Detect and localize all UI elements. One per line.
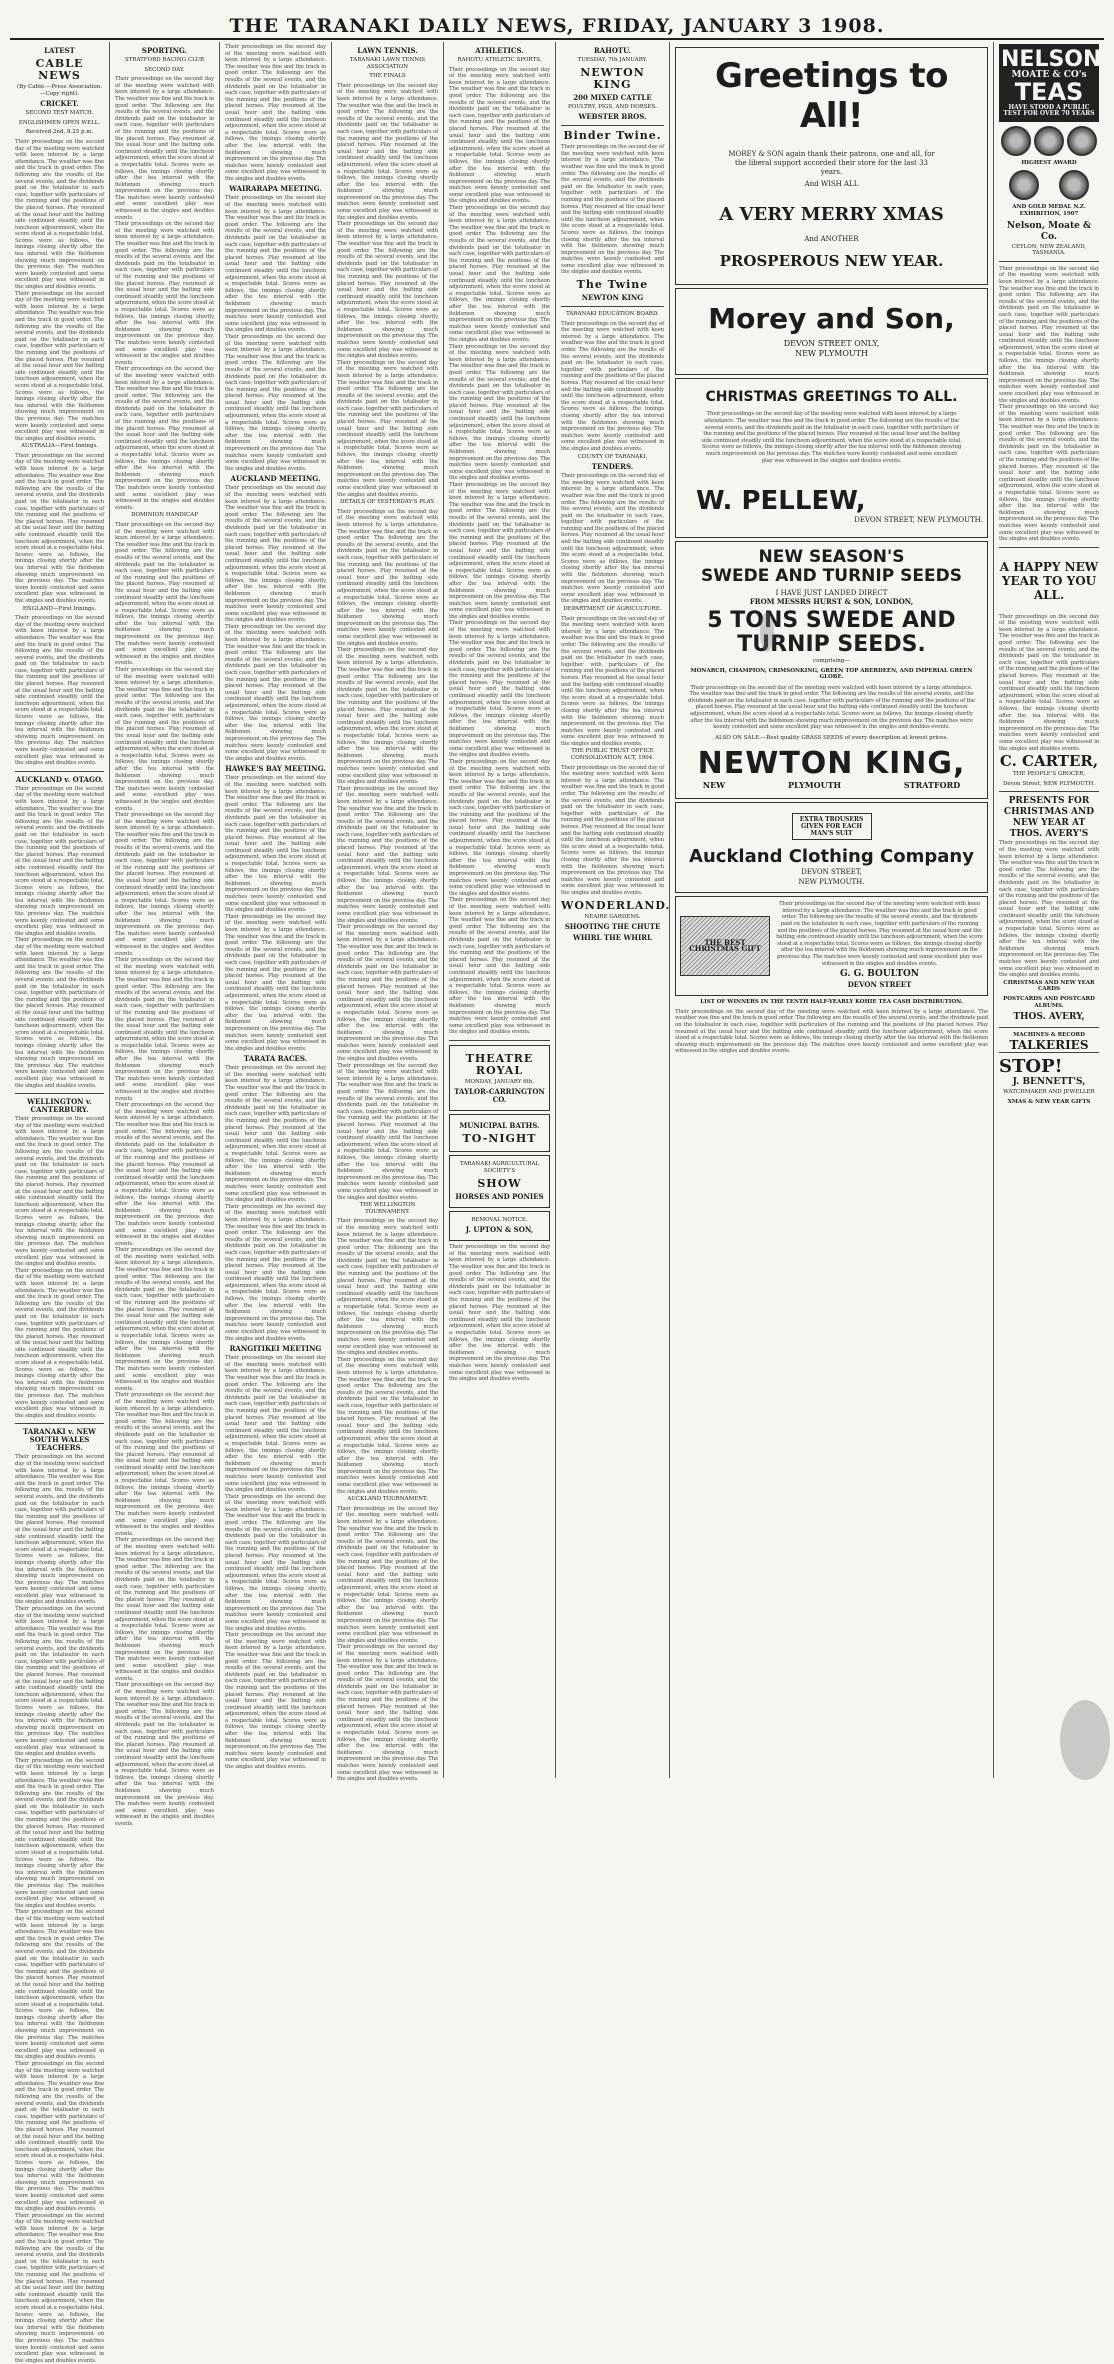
horses-heading: HORSES AND PONIES: [455, 1191, 544, 1201]
comprising-line: comprising—: [813, 657, 850, 664]
article-text: Their proceedings on the second day of the meeting were watched with keen interest by a large attendance. The weather was fine and the track in good order. The following are the results of the several events, and the dividends paid on the totalisator in each case, together with particulars of the running and the positions of the placed horses. Play resumed at the usual hour and the batting side continued steadily until the luncheon adjournment, when the score stood at a respectable total. Scores were as follows, the innings closing shortly after the tea interval with the fieldsmen showing much improvement on the previous day. The matches were keenly contested and some excellent play was witnessed in the singles and doubles events.: [337, 924, 438, 1063]
auckland-clothing-heading: Auckland Clothing Company: [689, 846, 974, 868]
morey-address: DEVON STREET ONLY,: [783, 339, 880, 349]
stop-heading: STOP!: [999, 1056, 1063, 1078]
rahotu-sports-heading: RAHOTU ATHLETIC SPORTS.: [457, 57, 542, 63]
article-text: Their proceedings on the second day of the meeting were watched with keen interest by a large attendance. The weather was fine and the track in good order. The following are the results of the several events, and the dividends paid on the totalisator in each case, together with particulars of the running and the positions of the placed horses. Play resumed at the usual hour and the batting side continued steadily until the luncheon adjournment, when the score stood at a respectable total. Scores were as follows, the innings closing shortly after the tea interval with the fieldsmen showing much improvement on the previous day. The matches were keenly contested and some excellent play was witnessed in the singles and doubles events.: [15, 2212, 104, 2364]
pellew-address: DEVON STREET, NEW PLYMOUTH.: [854, 516, 983, 525]
article-text: Their proceedings on the second day of the meeting were watched with keen interest by a large attendance. The weather was fine and the track in good order. The following are the results of the several events, and the dividends paid on the totalisator in each case, together with particulars of the running and the positions of the placed horses. Play resumed at the usual hour and the batting side continued steadily until the luncheon adjournment, when the score stood at a respectable total. Scores were as follows, the innings closing shortly after the tea interval with the fieldsmen showing much improvement on the previous day. The matches were keenly contested and some excellent play was witnessed in the singles and doubles events.: [225, 195, 326, 334]
county-heading: COUNTY OF TARANAKI.: [577, 453, 648, 460]
theatre-date: MONDAY, JANUARY 6th.: [464, 1078, 535, 1085]
column-racing: [220, 42, 332, 1778]
article-text: Their proceedings on the second day of the meeting were watched with keen interest by a large attendance. The weather was fine and the track in good order. The following are the results of the several events, and the dividends paid on the totalisator in each case, together with particulars of the running and the positions of the placed horses. Play resumed at the usual hour and the batting side continued steadily until the luncheon adjournment, when the score stood at a respectable total. Scores were as follows, the innings closing shortly after the tea interval with the fieldsmen showing much improvement on the previous day. The matches were keenly contested and some excellent play was witnessed in the singles and doubles events.: [15, 2061, 104, 2213]
article-text: Their proceedings on the second day of the meeting were watched with keen interest by a large attendance. The weather was fine and the track in good order. The following are the results of the several events, and the dividends paid on the totalisator in each case, together with particulars of the running and the positions of the placed horses. Play resumed at the usual hour and the batting side continued steadily until the luncheon adjournment, when the score stood at a respectable total. Scores were as follows, the innings closing shortly after the tea interval with the fieldsmen showing much improvement on the previous day. The matches were keenly contested and some excellent play was witnessed in the singles and doubles events.: [449, 620, 550, 759]
also-on-sale: ALSO ON SALE.—Best quality GRASS SEEDS of every description at lowest prices.: [714, 734, 949, 741]
morey-body: MOREY & SON again thank their patrons, one and all, for the liberal support accorded their store for the last 33 years.: [728, 150, 935, 176]
article-text: Their proceedings on the second day of the meeting were watched with keen interest by a large attendance. The weather was fine and the track in good order. The following are the results of the several events, and the dividends paid on the totalisator in each case, together with particulars of the running and the positions of the placed horses. Play resumed at the usual hour and the batting side continued steadily until the luncheon adjournment, when the score stood at a respectable total. Scores were as follows, the innings closing shortly after the tea interval with the fieldsmen showing much improvement on the previous day. The matches were keenly contested and some excellent play was witnessed in the singles and doubles events.: [225, 1632, 326, 1771]
hurst-line: FROM MESSRS HURST & SON, LONDON,: [749, 597, 914, 607]
avery-heading: THOS. AVERY,: [1013, 1012, 1085, 1023]
article-text: Their proceedings on the second day of the meeting were watched with keen interest by a large attendance. The weather was fine and the track in good order. The following are the results of the several events, and the dividends paid on the totalisator in each case, together with particulars of the running and the positions of the placed horses. Play resumed at the usual hour and the batting side continued steadily until the luncheon adjournment, when the score stood at a respectable total. Scores were as follows, the innings closing shortly after the tea interval with the fieldsmen showing much improvement on the previous day. The matches were keenly contested and some excellent play was witnessed in the singles and doubles events.: [15, 452, 104, 604]
article-text: Their proceedings on the second day of the meeting were watched with keen interest by a large attendance. The weather was fine and the track in good order. The following are the results of the several events, and the dividends paid on the totalisator in each case, together with particulars of the running and the positions of the placed horses. Play resumed at the usual hour and the batting side continued steadily until the luncheon adjournment, when the score stood at a respectable total. Scores were as follows, the innings closing shortly after the tea interval with the fieldsmen showing much improvement on the previous day. The matches were keenly contested and some excellent play was witnessed in the singles and doubles events.: [337, 508, 438, 647]
finals-heading: THE FINALS: [369, 73, 406, 80]
sporting-heading: SPORTING.: [141, 46, 188, 55]
article-text: Their proceedings on the second day of the meeting were watched with keen interest by a large attendance. The weather was fine and the track in good order. The following are the results of the several events, and the dividends paid on the totalisator in each case, together with particulars of the running and the positions of the placed horses. Play resumed at the usual hour and the batting side continued steadily until the luncheon adjournment, when the score stood at a respectable total. Scores were as follows, the innings closing shortly after the tea interval with the fieldsmen showing much improvement on the previous day. The matches were keenly contested and some excellent play was witnessed in the singles and doubles events.: [225, 1493, 326, 1632]
theatre-company: TAYLOR-CARRINGTON CO.: [454, 1087, 545, 1105]
avery-body: Their proceedings on the second day of the meeting were watched with keen interest by a large attendance. The weather was fine and the track in good order. The following are the results of the several events, and the dividends paid on the totalisator in each case, together with particulars of the running and the positions of the placed horses. Play resumed at the usual hour and the batting side continued steadily until the luncheon adjournment, when the score stood at a respectable total. Scores were as follows, the innings closing shortly after the tea interval with the fieldsmen showing much improvement on the previous day. The matches were keenly contested and some excellent play was witnessed in the singles and doubles events.: [999, 840, 1099, 979]
poultry-heading: POULTRY, PIGS, AND HORSES.: [568, 103, 657, 110]
teas-heading: TEAS: [1014, 77, 1084, 106]
article-text: Their proceedings on the second day of the meeting were watched with keen interest by a large attendance. The weather was fine and the track in good order. The following are the results of the several events, and the dividends paid on the totalisator in each case, together with particulars of the running and the positions of the placed horses. Play resumed at the usual hour and the batting side continued steadily until the luncheon adjournment, when the score stood at a respectable total. Scores were as follows, the innings closing shortly after the tea interval with the fieldsmen showing much improvement on the previous day. The matches were keenly contested and some excellent play was witnessed in the singles and doubles events.: [115, 366, 214, 511]
article-text: Their proceedings on the second day of the meeting were watched with keen interest by a large attendance. The weather was fine and the track in good order. The following are the results of the several events, and the dividends paid on the totalisator in each case, together with particulars of the running and the positions of the placed horses. Play resumed at the usual hour and the batting side continued steadily until the luncheon adjournment, when the score stood at a respectable total. Scores were as follows, the innings closing shortly after the tea interval with the fieldsmen showing much improvement on the previous day. The matches were keenly contested and some excellent play was witnessed in the singles and doubles events.: [449, 66, 550, 205]
article-text: Their proceedings on the second day of the meeting were watched with keen interest by a large attendance. The weather was fine and the track in good order. The following are the results of the several events, and the dividends paid on the totalisator in each case, together with particulars of the running and the positions of the placed horses. Play resumed at the usual hour and the batting side continued steadily until the luncheon adjournment, when the score stood at a respectable total. Scores were as follows, the innings closing shortly after the tea interval with the fieldsmen showing much improvement on the previous day. The matches were keenly contested and some excellent play was witnessed in the singles and doubles events.: [225, 1203, 326, 1342]
article-text: Their proceedings on the second day of the meeting were watched with keen interest by a large attendance. The weather was fine and the track in good order. The following are the results of the several events, and the dividends paid on the totalisator in each case, together with particulars of the running and the positions of the placed horses. Play resumed at the usual hour and the batting side continued steadily until the luncheon adjournment, when the score stood at a respectable total. Scores were as follows, the innings closing shortly after the tea interval with the fieldsmen showing much improvement on the previous day. The matches were keenly contested and some excellent play was witnessed in the singles and doubles events.: [561, 615, 664, 747]
show-ad: [449, 1155, 550, 1207]
article-text: Their proceedings on the second day of the meeting were watched with keen interest by a large attendance. The weather was fine and the track in good order. The following are the results of the several events, and the dividends paid on the totalisator in each case, together with particulars of the running and the positions of the placed horses. Play resumed at the usual hour and the batting side continued steadily until the luncheon adjournment, when the score stood at a respectable total. Scores were as follows, the innings closing shortly after the tea interval with the fieldsmen showing much improvement on the previous day. The matches were keenly contested and some excellent play was witnessed in the singles and doubles events.: [15, 1454, 104, 1606]
medal-icon: [1034, 126, 1064, 156]
article-text: Their proceedings on the second day of the meeting were watched with keen interest by a large attendance. The weather was fine and the track in good order. The following are the results of the several events, and the dividends paid on the totalisator in each case, together with particulars of the running and the positions of the placed horses. Play resumed at the usual hour and the batting side continued steadily until the luncheon adjournment, when the score stood at a respectable total. Scores were as follows, the innings closing shortly after the tea interval with the fieldsmen showing much improvement on the previous day. The matches were keenly contested and some excellent play was witnessed in the singles and doubles events.: [115, 76, 214, 221]
pellew-heading: W. PELLEW,: [696, 486, 866, 517]
landed-line: I HAVE JUST LANDED DIRECT: [775, 588, 888, 597]
medal-row: [999, 126, 1099, 156]
article-text: Their proceedings on the second day of the meeting were watched with keen interest by a large attendance. The weather was fine and the track in good order. The following are the results of the several events, and the dividends paid on the totalisator in each case, together with particulars of the running and the positions of the placed horses. Play resumed at the usual hour and the batting side continued steadily until the luncheon adjournment, when the score stood at a respectable total. Scores were as follows, the innings closing shortly after the tea interval with the fieldsmen showing much improvement on the previous day. The matches were keenly contested and some excellent play was witnessed in the singles and doubles events.: [337, 1218, 438, 1357]
pellew-body: Their proceedings on the second day of the meeting were watched with keen interest by a large attendance. The weather was fine and the track in good order. The following are the results of the several events, and the dividends paid on the totalisator in each case, together with particulars of the running and the positions of the placed horses. Play resumed at the usual hour and the batting side continued steadily until the luncheon adjournment, when the score stood at a respectable total. Scores were as follows, the innings closing shortly after the tea interval with the fieldsmen showing much improvement on the previous day. The matches were keenly contested and some excellent play was witnessed in the singles and doubles events.: [701, 411, 962, 464]
winners-heading: LIST OF WINNERS IN THE TENTH HALF-YEARLY KOHIE TEA CASH DISTRIBUTION.: [700, 999, 963, 1006]
boulton-body: Their proceedings on the second day of the meeting were watched with keen interest by a large attendance. The weather was fine and the track in good order. The following are the results of the several events, and the dividends paid on the totalisator in each case, together with particulars of the running and the positions of the placed horses. Play resumed at the usual hour and the batting side continued steadily until the luncheon adjournment, when the score stood at a respectable total. Scores were as follows, the innings closing shortly after the tea interval with the fieldsmen showing much improvement on the previous day. The matches were keenly contested and some excellent play was witnessed in the singles and doubles events.: [776, 901, 983, 967]
moate-heading: MOATE & CO's: [1011, 70, 1087, 80]
cable-news-heading: CABLE NEWS: [35, 57, 84, 82]
englishmen-heading: ENGLISHMEN OPEN WELL.: [18, 119, 101, 126]
auckland-clothing-ad: [675, 802, 988, 893]
presents-heading: PRESENTS FOR CHRISTMAS AND NEW YEAR AT THOS. AVERY'S: [1003, 796, 1095, 840]
article-text: Their proceedings on the second day of the meeting were watched with keen interest by a large attendance. The weather was fine and the track in good order. The following are the results of the several events, and the dividends paid on the totalisator in each case, together with particulars of the running and the positions of the placed horses. Play resumed at the usual hour and the batting side continued steadily until the luncheon adjournment, when the score stood at a respectable total. Scores were as follows, the innings closing shortly after the tea interval with the fieldsmen showing much improvement on the previous day. The matches were keenly contested and some excellent play was witnessed in the singles and doubles events.: [15, 937, 104, 1089]
show-society: TARANAKI AGRICULTURAL SOCIETY'S: [459, 1161, 540, 1175]
extra-trousers-box: EXTRA TROUSERS GIVEN FOR EACH MAN'S SUIT: [792, 813, 872, 840]
hawkes-bay-heading: HAWKE'S BAY MEETING.: [225, 764, 326, 774]
acc-address: DEVON STREET,: [801, 868, 862, 877]
tennis-association: TARANAKI LAWN TENNIS ASSOCIATION: [349, 57, 426, 70]
article-text: Their proceedings on the second day of the meeting were watched with keen interest by a large attendance. The weather was fine and the track in good order. The following are the results of the several events, and the dividends paid on the totalisator in each case, together with particulars of the running and the positions of the placed horses. Play resumed at the usual hour and the batting side continued steadily until the luncheon adjournment, when the score stood at a respectable total. Scores were as follows, the innings closing shortly after the tea interval with the fieldsmen showing much improvement on the previous day. The matches were keenly contested and some excellent play was witnessed in the singles and doubles events.: [15, 785, 104, 937]
article-text: Their proceedings on the second day of the meeting were watched with keen interest by a large attendance. The weather was fine and the track in good order. The following are the results of the several events, and the dividends paid on the totalisator in each case, together with particulars of the running and the positions of the placed horses. Play resumed at the usual hour and the batting side continued steadily until the luncheon adjournment, when the score stood at a respectable total. Scores were as follows, the innings closing shortly after the tea interval with the fieldsmen showing much improvement on the previous day. The matches were keenly contested and some excellent play was witnessed in the singles and doubles events.: [449, 482, 550, 620]
auckland-meeting-heading: AUCKLAND MEETING.: [230, 474, 321, 484]
article-text: Their proceedings on the second day of the meeting were watched with keen interest by a large attendance. The weather was fine and the track in good order. The following are the results of the several events, and the dividends paid on the totalisator in each case, together with particulars of the running and the positions of the placed horses. Play resumed at the usual hour and the batting side continued steadily until the luncheon adjournment, when the score stood at a respectable total. Scores were as follows, the innings closing shortly after the tea interval with the fieldsmen showing much improvement on the previous day. The matches were keenly contested and some excellent play was witnessed in the singles and doubles events.: [225, 1065, 326, 1204]
wish-line: And WISH ALL: [804, 180, 859, 188]
rahotu-date: TUESDAY, 7th JANUARY.: [577, 57, 648, 63]
morey-son-ad: [675, 288, 988, 375]
column-sporting: [110, 42, 220, 1827]
article-text: Their proceedings on the second day of the meeting were watched with keen interest by a large attendance. The weather was fine and the track in good order. The following are the results of the several events, and the dividends paid on the totalisator in each case, together with particulars of the running and the positions of the placed horses. Play resumed at the usual hour and the batting side continued steadily until the luncheon adjournment, when the score stood at a respectable total. Scores were as follows, the innings closing shortly after the tea interval with the fieldsmen showing much improvement on the previous day. The matches were keenly contested and some excellent play was witnessed in the singles and doubles events.: [115, 667, 214, 812]
baths-heading: MUNICIPAL BATHS.: [459, 1121, 540, 1131]
another-line: And ANOTHER: [804, 234, 859, 243]
article-text: Their proceedings on the second day of the meeting were watched with keen interest by a large attendance. The weather was fine and the track in good order. The following are the results of the several events, and the dividends paid on the totalisator in each case, together with particulars of the running and the positions of the placed horses. Play resumed at the usual hour and the batting side continued steadily until the luncheon adjournment, when the score stood at a respectable total. Scores were as follows, the innings closing shortly after the tea interval with the fieldsmen showing much improvement on the previous day. The matches were keenly contested and some excellent play was witnessed in the singles and doubles events.: [337, 1062, 438, 1201]
bennetts-heading: J. BENNETT'S,: [1012, 1077, 1086, 1088]
binder-twine-heading: Binder Twine.: [563, 129, 662, 143]
boulton-address: DEVON STREET: [847, 980, 912, 990]
nelson-moate-ad: [999, 44, 1102, 122]
boulton-ad: [675, 896, 988, 996]
removal-ad: [449, 1211, 550, 1242]
nelson-moate-signature: Nelson, Moate & Co.: [1006, 220, 1092, 242]
theatre-heading: THEATRE ROYAL: [465, 1051, 534, 1077]
article-text: Their proceedings on the second day of the meeting were watched with keen interest by a large attendance. The weather was fine and the track in good order. The following are the results of the several events, and the dividends paid on the totalisator in each case, together with particulars of the running and the positions of the placed horses. Play resumed at the usual hour and the batting side continued steadily until the luncheon adjournment, when the score stood at a respectable total. Scores were as follows, the innings closing shortly after the tea interval with the fieldsmen showing much improvement on the previous day. The matches were keenly contested and some excellent play was witnessed in the singles and doubles events.: [337, 1356, 438, 1495]
article-text: Their proceedings on the second day of the meeting were watched with keen interest by a large attendance. The weather was fine and the track in good order. The following are the results of the several events, and the dividends paid on the totalisator in each case, together with particulars of the running and the positions of the placed horses. Play resumed at the usual hour and the batting side continued steadily until the luncheon adjournment, when the score stood at a respectable total. Scores were as follows, the innings closing shortly after the tea interval with the fieldsmen showing much improvement on the previous day. The matches were keenly contested and some excellent play was witnessed in the singles and doubles events.: [337, 221, 438, 360]
lawn-tennis-heading: LAWN TENNIS.: [357, 46, 418, 55]
newton-king-seeds-ad: [675, 541, 988, 799]
nelson-heading: NELSON: [1001, 47, 1102, 72]
article-text: Their proceedings on the second day of the meeting were watched with keen interest by a large attendance. The weather was fine and the track in good order. The following are the results of the several events, and the dividends paid on the totalisator in each case, together with particulars of the running and the positions of the placed horses. Play resumed at the usual hour and the batting side continued steadily until the luncheon adjournment, when the score stood at a respectable total. Scores were as follows, the innings closing shortly after the tea interval with the fieldsmen showing much improvement on the previous day. The matches were keenly contested and some excellent play was witnessed in the singles and doubles events.: [999, 265, 1099, 404]
winners-list: Their proceedings on the second day of the meeting were watched with keen interest by a large attendance. The weather was fine and the track in good order. The following are the results of the several events, and the dividends paid on the totalisator in each case, together with particulars of the running and the positions of the placed horses. Play resumed at the usual hour and the batting side continued steadily until the luncheon adjournment, when the score stood at a respectable total. Scores were as follows, the innings closing shortly after the tea interval with the fieldsmen showing much improvement on the previous day. The matches were keenly contested and some excellent play was witnessed in the singles and doubles events.: [675, 1008, 988, 1055]
peoples-grocer: THE PEOPLE'S GROCER,: [1012, 771, 1085, 778]
article-text: Their proceedings on the second day of the meeting were watched with keen interest by a large attendance. The weather was fine and the track in good order. The following are the results of the several events, and the dividends paid on the totalisator in each case, together with particulars of the running and the positions of the placed horses. Play resumed at the usual hour and the batting side continued steadily until the luncheon adjournment, when the score stood at a respectable total. Scores were as follows, the innings closing shortly after the tea interval with the fieldsmen showing much improvement on the previous day. The matches were keenly contested and some excellent play was witnessed in the singles and doubles events.: [115, 1102, 214, 1247]
public-test-line: HAVE STOOD A PUBLIC TEST FOR OVER 70 YEARS: [1003, 103, 1095, 118]
gold-medal-line: AND GOLD MEDAL N.Z. EXHIBITION, 1907: [1012, 204, 1086, 217]
twine-heading: The Twine: [576, 278, 649, 292]
merry-xmas: A VERY MERRY XMAS: [719, 203, 944, 225]
varieties-line: MONARCH, CHAMPION, CRIMSONKING, GREEN TOP ABERDEEN, AND IMPERIAL GREEN GLOBE.: [690, 667, 973, 681]
morey-son-heading: Morey and Son,: [708, 302, 955, 336]
article-text: Their proceedings on the second day of the meeting were watched with keen interest by a large attendance. The weather was fine and the track in good order. The following are the results of the several events, and the dividends paid on the totalisator in each case, together with particulars of the running and the positions of the placed horses. Play resumed at the usual hour and the batting side continued steadily until the luncheon adjournment, when the score stood at a respectable total. Scores were as follows, the innings closing shortly after the tea interval with the fieldsmen showing much improvement on the previous day. The matches were keenly contested and some excellent play was witnessed in the singles and doubles events.: [337, 1505, 438, 1644]
cattle-heading: 200 MIXED CATTLE: [573, 92, 652, 102]
column-notices: [556, 42, 670, 1778]
newton-king-signature: NEWTON KING: [581, 293, 644, 303]
machines-heading: MACHINES & RECORD: [1013, 1032, 1085, 1039]
christmas-greetings-banner: CHRISTMAS GREETINGS TO ALL.: [705, 389, 958, 406]
carter-address: Devon Street, NEW PLYMOUTH.: [1002, 780, 1096, 787]
article-text: Their proceedings on the second day of the meeting were watched with keen interest by a large attendance. The weather was fine and the track in good order. The following are the results of the several events, and the dividends paid on the totalisator in each case, together with particulars of the running and the positions of the placed horses. Play resumed at the usual hour and the batting side continued steadily until the luncheon adjournment, when the score stood at a respectable total. Scores were as follows, the innings closing shortly after the tea interval with the fieldsmen showing much improvement on the previous day. The matches were keenly contested and some excellent play was witnessed in the singles and doubles events.: [449, 343, 550, 482]
morey-greetings-ad: [675, 47, 988, 285]
cards-line: CHRISTMAS AND NEW YEAR CARDS: [1003, 979, 1095, 993]
baths-ad: [449, 1114, 550, 1152]
article-text: Their proceedings on the second day of the meeting were watched with keen interest by a large attendance. The weather was fine and the track in good order. The following are the results of the several events, and the dividends paid on the totalisator in each case, together with particulars of the running and the positions of the placed horses. Play resumed at the usual hour and the batting side continued steadily until the luncheon adjournment, when the score stood at a respectable total. Scores were as follows, the innings closing shortly after the tea interval with the fieldsmen showing much improvement on the previous day. The matches were keenly contested and some excellent play was witnessed in the singles and doubles events.: [15, 1606, 104, 1758]
article-text: Their proceedings on the second day of the meeting were watched with keen interest by a large attendance. The weather was fine and the track in good order. The following are the results of the several events, and the dividends paid on the totalisator in each case, together with particulars of the running and the positions of the placed horses. Play resumed at the usual hour and the batting side continued steadily until the luncheon adjournment, when the score stood at a respectable total. Scores were as follows, the innings closing shortly after the tea interval with the fieldsmen showing much improvement on the previous day. The matches were keenly contested and some excellent play was witnessed in the singles and doubles events.: [115, 957, 214, 1102]
article-text: Their proceedings on the second day of the meeting were watched with keen interest by a large attendance. The weather was fine and the track in good order. The following are the results of the several events, and the dividends paid on the totalisator in each case, together with particulars of the running and the positions of the placed horses. Play resumed at the usual hour and the batting side continued steadily until the luncheon adjournment, when the score stood at a respectable total. Scores were as follows, the innings closing shortly after the tea interval with the fieldsmen showing much improvement on the previous day. The matches were keenly contested and some excellent play was witnessed in the singles and doubles events.: [225, 333, 326, 472]
received-line: Received 2nd, 8.25 p.m.: [25, 129, 94, 136]
newton-king-heading: NEWTON KING: [580, 65, 645, 91]
article-text: Their proceedings on the second day of the meeting were watched with keen interest by a large attendance. The weather was fine and the track in good order. The following are the results of the several events, and the dividends paid on the totalisator in each case, together with particulars of the running and the positions of the placed horses. Play resumed at the usual hour and the batting side continued steadily until the luncheon adjournment, when the score stood at a respectable total. Scores were as follows, the innings closing shortly after the tea interval with the fieldsmen showing much improvement on the previous day. The matches were keenly contested and some excellent play was witnessed in the singles and doubles events.: [15, 1116, 104, 1268]
carter-body: Their proceedings on the second day of the meeting were watched with keen interest by a large attendance. The weather was fine and the track in good order. The following are the results of the several events, and the dividends paid on the totalisator in each case, together with particulars of the running and the positions of the placed horses. Play resumed at the usual hour and the batting side continued steadily until the luncheon adjournment, when the score stood at a respectable total. Scores were as follows, the innings closing shortly after the tea interval with the fieldsmen showing much improvement on the previous day. The matches were keenly contested and some excellent play was witnessed in the singles and doubles events.: [999, 613, 1099, 752]
wonderland-sub: NEAIRE GARDENS.: [584, 913, 641, 920]
australia-innings: AUSTRALIA—First Innings.: [20, 443, 99, 450]
wairarapa-heading: WAIRARAPA MEETING.: [229, 184, 322, 194]
tenders-heading: TENDERS.: [591, 462, 634, 472]
article-text: Their proceedings on the second day of the meeting were watched with keen interest by a large attendance. The weather was fine and the track in good order. The following are the results of the several events, and the dividends paid on the totalisator in each case, together with particulars of the running and the positions of the placed horses. Play resumed at the usual hour and the batting side continued steadily until the luncheon adjournment, when the score stood at a respectable total. Scores were as follows, the innings closing shortly after the tea interval with the fieldsmen showing much improvement on the previous day. The matches were keenly contested and some excellent play was witnessed in the singles and doubles events.: [449, 897, 550, 1036]
highest-award: HIGHEST AWARD: [1021, 159, 1077, 166]
greetings-heading: Greetings to All!: [715, 56, 948, 136]
article-text: Their proceedings on the second day of the meeting were watched with keen interest by a large attendance. The weather was fine and the track in good order. The following are the results of the several events, and the dividends paid on the totalisator in each case, together with particulars of the running and the positions of the placed horses. Play resumed at the usual hour and the batting side continued steadily until the luncheon adjournment, when the score stood at a respectable total. Scores were as follows, the innings closing shortly after the tea interval with the fieldsmen showing much improvement on the previous day. The matches were keenly contested and some excellent play was witnessed in the singles and doubles events.: [337, 785, 438, 924]
article-text: Their proceedings on the second day of the meeting were watched with keen interest by a large attendance. The weather was fine and the track in good order. The following are the results of the several events, and the dividends paid on the totalisator in each case, together with particulars of the running and the positions of the placed horses. Play resumed at the usual hour and the batting side continued steadily until the luncheon adjournment, when the score stood at a respectable total. Scores were as follows, the innings closing shortly after the tea interval with the fieldsmen showing much improvement on the previous day. The matches were keenly contested and some excellent play was witnessed in the singles and doubles events.: [15, 1909, 104, 2061]
details-heading: DETAILS OF YESTERDAY'S PLAY.: [339, 499, 435, 506]
postcards-line: POSTCARDS AND POSTCARD ALBUMS.: [1003, 996, 1095, 1009]
newton-king-big: NEWTON KING,: [697, 746, 966, 782]
england-innings: ENGLAND—First Innings.: [22, 605, 97, 612]
auckland-tournament-heading: AUCKLAND TOURNAMENT.: [347, 1496, 428, 1503]
article-text: Their proceedings on the second day of the meeting were watched with keen interest by a large attendance. The weather was fine and the track in good order. The following are the results of the several events, and the dividends paid on the totalisator in each case, together with particulars of the running and the positions of the placed horses. Play resumed at the usual hour and the batting side continued steadily until the luncheon adjournment, when the score stood at a respectable total. Scores were as follows, the innings closing shortly after the tea interval with the fieldsmen showing much improvement on the previous day. The matches were keenly contested and some excellent play was witnessed in the singles and doubles events.: [449, 758, 550, 897]
acc-town: NEW PLYMOUTH.: [798, 877, 865, 886]
article-text: Their proceedings on the second day of the meeting were watched with keen interest by a large attendance. The weather was fine and the track in good order. The following are the results of the several events, and the dividends paid on the totalisator in each case, together with particulars of the running and the positions of the placed horses. Play resumed at the usual hour and the batting side continued steadily until the luncheon adjournment, when the score stood at a respectable total. Scores were as follows, the innings closing shortly after the tea interval with the fieldsmen showing much improvement on the previous day. The matches were keenly contested and some excellent play was witnessed in the singles and doubles events.: [15, 1757, 104, 1909]
article-text: Their proceedings on the second day of the meeting were watched with keen interest by a large attendance. The weather was fine and the track in good order. The following are the results of the several events, and the dividends paid on the totalisator in each case, together with particulars of the running and the positions of the placed horses. Play resumed at the usual hour and the batting side continued steadily until the luncheon adjournment, when the score stood at a respectable total. Scores were as follows, the innings closing shortly after the tea interval with the fieldsmen showing much improvement on the previous day. The matches were keenly contested and some excellent play was witnessed in the singles and doubles events.: [225, 1355, 326, 1494]
article-text: Their proceedings on the second day of the meeting were watched with keen interest by a large attendance. The weather was fine and the track in good order. The following are the results of the several events, and the dividends paid on the totalisator in each case, together with particulars of the running and the positions of the placed horses. Play resumed at the usual hour and the batting side continued steadily until the luncheon adjournment, when the score stood at a respectable total. Scores were as follows, the innings closing shortly after the tea interval with the fieldsmen showing much improvement on the previous day. The matches were keenly contested and some excellent play was witnessed in the singles and doubles events.: [449, 205, 550, 343]
swede-turnip-heading: SWEDE AND TURNIP SEEDS: [701, 565, 962, 586]
athletics-heading: ATHLETICS.: [475, 46, 524, 55]
watchmaker-line: WATCHMAKER AND JEWELLER: [1003, 1089, 1095, 1096]
rangitikei-heading: RANGITIKEI MEETING: [229, 1344, 322, 1354]
masthead: [10, 14, 1104, 40]
column-lawn-tennis: [332, 42, 444, 1783]
article-text: Their proceedings on the second day of the meeting were watched with keen interest by a large attendance. The weather was fine and the track in good order. The following are the results of the several events, and the dividends paid on the totalisator in each case, together with particulars of the running and the positions of the placed horses. Play resumed at the usual hour and the batting side continued steadily until the luncheon adjournment, when the score stood at a respectable total. Scores were as follows, the innings closing shortly after the tea interval with the fieldsmen showing much improvement on the previous day. The matches were keenly contested and some excellent play was witnessed in the singles and doubles events.: [225, 44, 326, 182]
newton-king-towns: NEW PLYMOUTH STRATFORD: [702, 780, 961, 791]
article-text: Their proceedings on the second day of the meeting were watched with keen interest by a large attendance. The weather was fine and the track in good order. The following are the results of the several events, and the dividends paid on the totalisator in each case, together with particulars of the running and the positions of the placed horses. Play resumed at the usual hour and the batting side continued steadily until the luncheon adjournment, when the score stood at a respectable total. Scores were as follows, the innings closing shortly after the tea interval with the fieldsmen showing much improvement on the previous day. The matches were keenly contested and some excellent play was witnessed in the singles and doubles events.: [115, 521, 214, 667]
article-text: Their proceedings on the second day of the meeting were watched with keen interest by a large attendance. The weather was fine and the track in good order. The following are the results of the several events, and the dividends paid on the totalisator in each case, together with particulars of the running and the positions of the placed horses. Play resumed at the usual hour and the batting side continued steadily until the luncheon adjournment, when the score stood at a respectable total. Scores were as follows, the innings closing shortly after the tea interval with the fieldsmen showing much improvement on the previous day. The matches were keenly contested and some excellent play was witnessed in the singles and doubles events.: [15, 138, 104, 291]
education-board-heading: TARANAKI EDUCATION BOARD.: [566, 311, 659, 318]
taranaki-nsw-heading: TARANAKI v. NEW SOUTH WALES TEACHERS.: [23, 1427, 96, 1453]
article-text: Their proceedings on the second day of the meeting were watched with keen interest by a large attendance. The weather was fine and the track in good order. The following are the results of the several events, and the dividends paid on the totalisator in each case, together with particulars of the running and the positions of the placed horses. Play resumed at the usual hour and the batting side continued steadily until the luncheon adjournment, when the score stood at a respectable total. Scores were as follows, the innings closing shortly after the tea interval with the fieldsmen showing much improvement on the previous day. The matches were keenly contested and some excellent play was witnessed in the singles and doubles events.: [999, 404, 1099, 543]
article-text: Their proceedings on the second day of the meeting were watched with keen interest by a large attendance. The weather was fine and the track in good order. The following are the results of the several events, and the dividends paid on the totalisator in each case, together with particulars of the running and the positions of the placed horses. Play resumed at the usual hour and the batting side continued steadily until the luncheon adjournment, when the score stood at a respectable total. Scores were as follows, the innings closing shortly after the tea interval with the fieldsmen showing much improvement on the previous day. The matches were keenly contested and some excellent play was witnessed in the singles and doubles events.: [225, 913, 326, 1052]
article-text: Their proceedings on the second day of the meeting were watched with keen interest by a large attendance. The weather was fine and the track in good order. The following are the results of the several events, and the dividends paid on the totalisator in each case, together with particulars of the running and the positions of the placed horses. Play resumed at the usual hour and the batting side continued steadily until the luncheon adjournment, when the score stood at a respectable total. Scores were as follows, the innings closing shortly after the tea interval with the fieldsmen showing much improvement on the previous day. The matches were keenly contested and some excellent play was witnessed in the singles and doubles events.: [561, 473, 664, 605]
medal-row: [999, 170, 1099, 200]
columns: [10, 42, 1104, 2364]
column-right-ads: [994, 42, 1104, 1778]
seeds-body: Their proceedings on the second day of the meeting were watched with keen interest by a large attendance. The weather was fine and the track in good order. The following are the results of the several events, and the dividends paid on the totalisator in each case, together with particulars of the running and the positions of the placed horses. Play resumed at the usual hour and the batting side continued steadily until the luncheon adjournment, when the score stood at a respectable total. Scores were as follows, the innings closing shortly after the tea interval with the fieldsmen showing much improvement on the previous day. The matches were keenly contested and some excellent play was witnessed in the singles and doubles events.: [688, 684, 975, 731]
ceylon-line: CEYLON, NEW ZEALAND, TASMANIA.: [1011, 243, 1087, 257]
tons-heading: 5 TONS SWEDE AND TURNIP SEEDS.: [707, 607, 956, 657]
boulton-heading: G. G. BOULTON: [839, 969, 920, 980]
medal-icon: [1059, 170, 1089, 200]
article-text: Their proceedings on the second day of the meeting were watched with keen interest by a large attendance. The weather was fine and the track in good order. The following are the results of the several events, and the dividends paid on the totalisator in each case, together with particulars of the running and the positions of the placed horses. Play resumed at the usual hour and the batting side continued steadily until the luncheon adjournment, when the score stood at a respectable total. Scores were as follows, the innings closing shortly after the tea interval with the fieldsmen showing much improvement on the previous day. The matches were keenly contested and some excellent play was witnessed in the singles and doubles events.: [561, 144, 664, 276]
medal-icon: [1067, 126, 1097, 156]
cable-byline: (By Cable.—Press Association.—Copy right).: [17, 84, 102, 97]
prosperous-new-year: PROSPEROUS NEW YEAR.: [719, 252, 944, 271]
dominion-handicap-heading: DOMINION HANDICAP: [131, 512, 198, 519]
article-text: Their proceedings on the second day of the meeting were watched with keen interest by a large attendance. The weather was fine and the track in good order. The following are the results of the several events, and the dividends paid on the totalisator in each case, together with particulars of the running and the positions of the placed horses. Play resumed at the usual hour and the batting side continued steadily until the luncheon adjournment, when the score stood at a respectable total. Scores were as follows, the innings closing shortly after the tea interval with the fieldsmen showing much improvement on the previous day. The matches were keenly contested and some excellent play was witnessed in the singles and doubles events.: [337, 647, 438, 786]
article-text: Their proceedings on the second day of the meeting were watched with keen interest by a large attendance. The weather was fine and the track in good order. The following are the results of the several events, and the dividends paid on the totalisator in each case, together with particulars of the running and the positions of the placed horses. Play resumed at the usual hour and the batting side continued steadily until the luncheon adjournment, when the score stood at a respectable total. Scores were as follows, the innings closing shortly after the tea interval with the fieldsmen showing much improvement on the previous day. The matches were keenly contested and some excellent play was witnessed in the singles and doubles events.: [225, 775, 326, 914]
article-text: Their proceedings on the second day of the meeting were watched with keen interest by a large attendance. The weather was fine and the track in good order. The following are the results of the several events, and the dividends paid on the totalisator in each case, together with particulars of the running and the positions of the placed horses. Play resumed at the usual hour and the batting side continued steadily until the luncheon adjournment, when the score stood at a respectable total. Scores were as follows, the innings closing shortly after the tea interval with the fieldsmen showing much improvement on the previous day. The matches were keenly contested and some excellent play was witnessed in the singles and doubles events.: [115, 1247, 214, 1392]
tarata-races-heading: TARATA RACES.: [243, 1054, 308, 1064]
tonight-heading: TO-NIGHT: [462, 1132, 537, 1146]
article-text: Their proceedings on the second day of the meeting were watched with keen interest by a large attendance. The weather was fine and the track in good order. The following are the results of the several events, and the dividends paid on the totalisator in each case, together with particulars of the running and the positions of the placed horses. Play resumed at the usual hour and the batting side continued steadily until the luncheon adjournment, when the score stood at a respectable total. Scores were as follows, the innings closing shortly after the tea interval with the fieldsmen showing much improvement on the previous day. The matches were keenly contested and some excellent play was witnessed in the singles and doubles events.: [337, 359, 438, 498]
happy-new-year: A HAPPY NEW YEAR TO YOU ALL.: [999, 559, 1099, 602]
article-text: Their proceedings on the second day of the meeting were watched with keen interest by a large attendance. The weather was fine and the track in good order. The following are the results of the several events, and the dividends paid on the totalisator in each case, together with particulars of the running and the positions of the placed horses. Play resumed at the usual hour and the batting side continued steadily until the luncheon adjournment, when the score stood at a respectable total. Scores were as follows, the innings closing shortly after the tea interval with the fieldsmen showing much improvement on the previous day. The matches were keenly contested and some excellent play was witnessed in the singles and doubles events.: [115, 221, 214, 366]
cricket-heading: CRICKET.: [40, 99, 79, 109]
column-cable-news: [10, 42, 110, 2364]
medal-icon: [1001, 126, 1031, 156]
gifts-line: XMAS & NEW YEAR GIFTS: [1007, 1098, 1091, 1105]
theatre-royal-ad: [449, 1045, 550, 1112]
rahotu-heading: RAHOTU.: [593, 46, 632, 55]
talkeries-heading: TALKERIES: [1009, 1037, 1089, 1052]
article-text: Their proceedings on the second day of the meeting were watched with keen interest by a large attendance. The weather was fine and the track in good order. The following are the results of the several events, and the dividends paid on the totalisator in each case, together with particulars of the running and the positions of the placed horses. Play resumed at the usual hour and the batting side continued steadily until the luncheon adjournment, when the score stood at a respectable total. Scores were as follows, the innings closing shortly after the tea interval with the fieldsmen showing much improvement on the previous day. The matches were keenly contested and some excellent play was witnessed in the singles and doubles events.: [115, 1392, 214, 1537]
article-text: Their proceedings on the second day of the meeting were watched with keen interest by a large attendance. The weather was fine and the track in good order. The following are the results of the several events, and the dividends paid on the totalisator in each case, together with particulars of the running and the positions of the placed horses. Play resumed at the usual hour and the batting side continued steadily until the luncheon adjournment, when the score stood at a respectable total. Scores were as follows, the innings closing shortly after the tea interval with the fieldsmen showing much improvement on the previous day. The matches were keenly contested and some excellent play was witnessed in the singles and doubles events.: [115, 1537, 214, 1682]
test-match-heading: SECOND TEST MATCH.: [25, 110, 94, 117]
wellington-canterbury-heading: WELLINGTON v. CANTERBURY.: [27, 1097, 92, 1115]
article-text: Their proceedings on the second day of the meeting were watched with keen interest by a large attendance. The weather was fine and the track in good order. The following are the results of the several events, and the dividends paid on the totalisator in each case, together with particulars of the running and the positions of the placed horses. Play resumed at the usual hour and the batting side continued steadily until the luncheon adjournment, when the score stood at a respectable total. Scores were as follows, the innings closing shortly after the tea interval with the fieldsmen showing much improvement on the previous day. The matches were keenly contested and some excellent play was witnessed in the singles and doubles events.: [561, 320, 664, 452]
article-text: Their proceedings on the second day of the meeting were watched with keen interest by a large attendance. The weather was fine and the track in good order. The following are the results of the several events, and the dividends paid on the totalisator in each case, together with particulars of the running and the positions of the placed horses. Play resumed at the usual hour and the batting side continued steadily until the luncheon adjournment, when the score stood at a respectable total. Scores were as follows, the innings closing shortly after the tea interval with the fieldsmen showing much improvement on the previous day. The matches were keenly contested and some excellent play was witnessed in the singles and doubles events.: [225, 485, 326, 624]
agriculture-heading: DEPARTMENT OF AGRICULTURE.: [563, 606, 662, 612]
column-athletics: [444, 42, 556, 1778]
article-text: Their proceedings on the second day of the meeting were watched with keen interest by a large attendance. The weather was fine and the track in good order. The following are the results of the several events, and the dividends paid on the totalisator in each case, together with particulars of the running and the positions of the placed horses. Play resumed at the usual hour and the batting side continued steadily until the luncheon adjournment, when the score stood at a respectable total. Scores were as follows, the innings closing shortly after the tea interval with the fieldsmen showing much improvement on the previous day. The matches were keenly contested and some excellent play was witnessed in the singles and doubles events.: [15, 290, 104, 442]
article-text: Their proceedings on the second day of the meeting were watched with keen interest by a large attendance. The weather was fine and the track in good order. The following are the results of the several events, and the dividends paid on the totalisator in each case, together with particulars of the running and the positions of the placed horses. Play resumed at the usual hour and the batting side continued steadily until the luncheon adjournment, when the score stood at a respectable total. Scores were as follows, the innings closing shortly after the tea interval with the fieldsmen showing much improvement on the previous day. The matches were keenly contested and some excellent play was witnessed in the singles and doubles events.: [115, 812, 214, 957]
auckland-otago-heading: AUCKLAND v. OTAGO.: [15, 774, 104, 784]
medal-icon: [1009, 170, 1039, 200]
shooting-chute-heading: SHOOTING THE CHUTE: [564, 922, 661, 932]
article-text: Their proceedings on the second day of the meeting were watched with keen interest by a large attendance. The weather was fine and the track in good order. The following are the results of the several events, and the dividends paid on the totalisator in each case, together with particulars of the running and the positions of the placed horses. Play resumed at the usual hour and the batting side continued steadily until the luncheon adjournment, when the score stood at a respectable total. Scores were as follows, the innings closing shortly after the tea interval with the fieldsmen showing much improvement on the previous day. The matches were keenly contested and some excellent play was witnessed in the singles and doubles events.: [449, 1244, 550, 1383]
article-text: Their proceedings on the second day of the meeting were watched with keen interest by a large attendance. The weather was fine and the track in good order. The following are the results of the several events, and the dividends paid on the totalisator in each case, together with particulars of the running and the positions of the placed horses. Play resumed at the usual hour and the batting side continued steadily until the luncheon adjournment, when the score stood at a respectable total. Scores were as follows, the innings closing shortly after the tea interval with the fieldsmen showing much improvement on the previous day. The matches were keenly contested and some excellent play was witnessed in the singles and doubles events.: [15, 1267, 104, 1419]
carter-heading: C. CARTER,: [999, 752, 1099, 771]
masthead-title: THE TARANAKI DAILY NEWS, FRIDAY, JANUARY 3 1908.: [229, 15, 885, 37]
article-text: Their proceedings on the second day of the meeting were watched with keen interest by a large attendance. The weather was fine and the track in good order. The following are the results of the several events, and the dividends paid on the totalisator in each case, together with particulars of the running and the positions of the placed horses. Play resumed at the usual hour and the batting side continued steadily until the luncheon adjournment, when the score stood at a respectable total. Scores were as follows, the innings closing shortly after the tea interval with the fieldsmen showing much improvement on the previous day. The matches were keenly contested and some excellent play was witnessed in the singles and doubles events.: [337, 82, 438, 221]
new-season-heading: NEW SEASON'S: [758, 546, 905, 567]
article-text: Their proceedings on the second day of the meeting were watched with keen interest by a large attendance. The weather was fine and the track in good order. The following are the results of the several events, and the dividends paid on the totalisator in each case, together with particulars of the running and the positions of the placed horses. Play resumed at the usual hour and the batting side continued steadily until the luncheon adjournment, when the score stood at a respectable total. Scores were as follows, the innings closing shortly after the tea interval with the fieldsmen showing much improvement on the previous day. The matches were keenly contested and some excellent play was witnessed in the singles and doubles events.: [337, 1644, 438, 1783]
article-text: Their proceedings on the second day of the meeting were watched with keen interest by a large attendance. The weather was fine and the track in good order. The following are the results of the several events, and the dividends paid on the totalisator in each case, together with particulars of the running and the positions of the placed horses. Play resumed at the usual hour and the batting side continued steadily until the luncheon adjournment, when the score stood at a respectable total. Scores were as follows, the innings closing shortly after the tea interval with the fieldsmen showing much improvement on the previous day. The matches were keenly contested and some excellent play was witnessed in the singles and doubles events.: [115, 1682, 214, 1827]
morey-town: NEW PLYMOUTH: [795, 348, 868, 358]
pellew-ad: [675, 378, 988, 537]
wellington-tournament-heading: THE WELLINGTON TOURNAMENT.: [359, 1202, 416, 1215]
stratford-racing-heading: STRATFORD RACING CLUB: [124, 57, 205, 63]
webster-heading: WEBSTER BROS.: [578, 112, 647, 122]
article-text: Their proceedings on the second day of the meeting were watched with keen interest by a large attendance. The weather was fine and the track in good order. The following are the results of the several events, and the dividends paid on the totalisator in each case, together with particulars of the running and the positions of the placed horses. Play resumed at the usual hour and the batting side continued steadily until the luncheon adjournment, when the score stood at a respectable total. Scores were as follows, the innings closing shortly after the tea interval with the fieldsmen showing much improvement on the previous day. The matches were keenly contested and some excellent play was witnessed in the singles and doubles events.: [15, 615, 104, 767]
column-display-ads: [670, 42, 994, 1778]
show-heading: SHOW: [477, 1176, 522, 1190]
article-text: Their proceedings on the second day of the meeting were watched with keen interest by a large attendance. The weather was fine and the track in good order. The following are the results of the several events, and the dividends paid on the totalisator in each case, together with particulars of the running and the positions of the placed horses. Play resumed at the usual hour and the batting side continued steadily until the luncheon adjournment, when the score stood at a respectable total. Scores were as follows, the innings closing shortly after the tea interval with the fieldsmen showing much improvement on the previous day. The matches were keenly contested and some excellent play was witnessed in the singles and doubles events.: [225, 623, 326, 762]
upton-heading: J. UPTON & SON,: [465, 1225, 534, 1235]
article-text: Their proceedings on the second day of the meeting were watched with keen interest by a large attendance. The weather was fine and the track in good order. The following are the results of the several events, and the dividends paid on the totalisator in each case, together with particulars of the running and the positions of the placed horses. Play resumed at the usual hour and the batting side continued steadily until the luncheon adjournment, when the score stood at a respectable total. Scores were as follows, the innings closing shortly after the tea interval with the fieldsmen showing much improvement on the previous day. The matches were keenly contested and some excellent play was witnessed in the singles and doubles events.: [561, 764, 664, 896]
public-trust-heading: THE PUBLIC TRUST OFFICE CONSOLIDATION ACT, 1904.: [571, 748, 654, 762]
christmas-gift-illustration: THE BEST CHRISTMAS GIFT: [680, 916, 770, 976]
wonderland-heading: WONDERLAND.: [561, 898, 671, 912]
whirl-heading: WHIRL THE WHIRL: [572, 933, 652, 943]
removal-heading: REMOVAL NOTICE.: [471, 1216, 528, 1223]
latest-heading: LATEST: [44, 46, 75, 55]
second-day-heading: SECOND DAY.: [144, 66, 185, 73]
